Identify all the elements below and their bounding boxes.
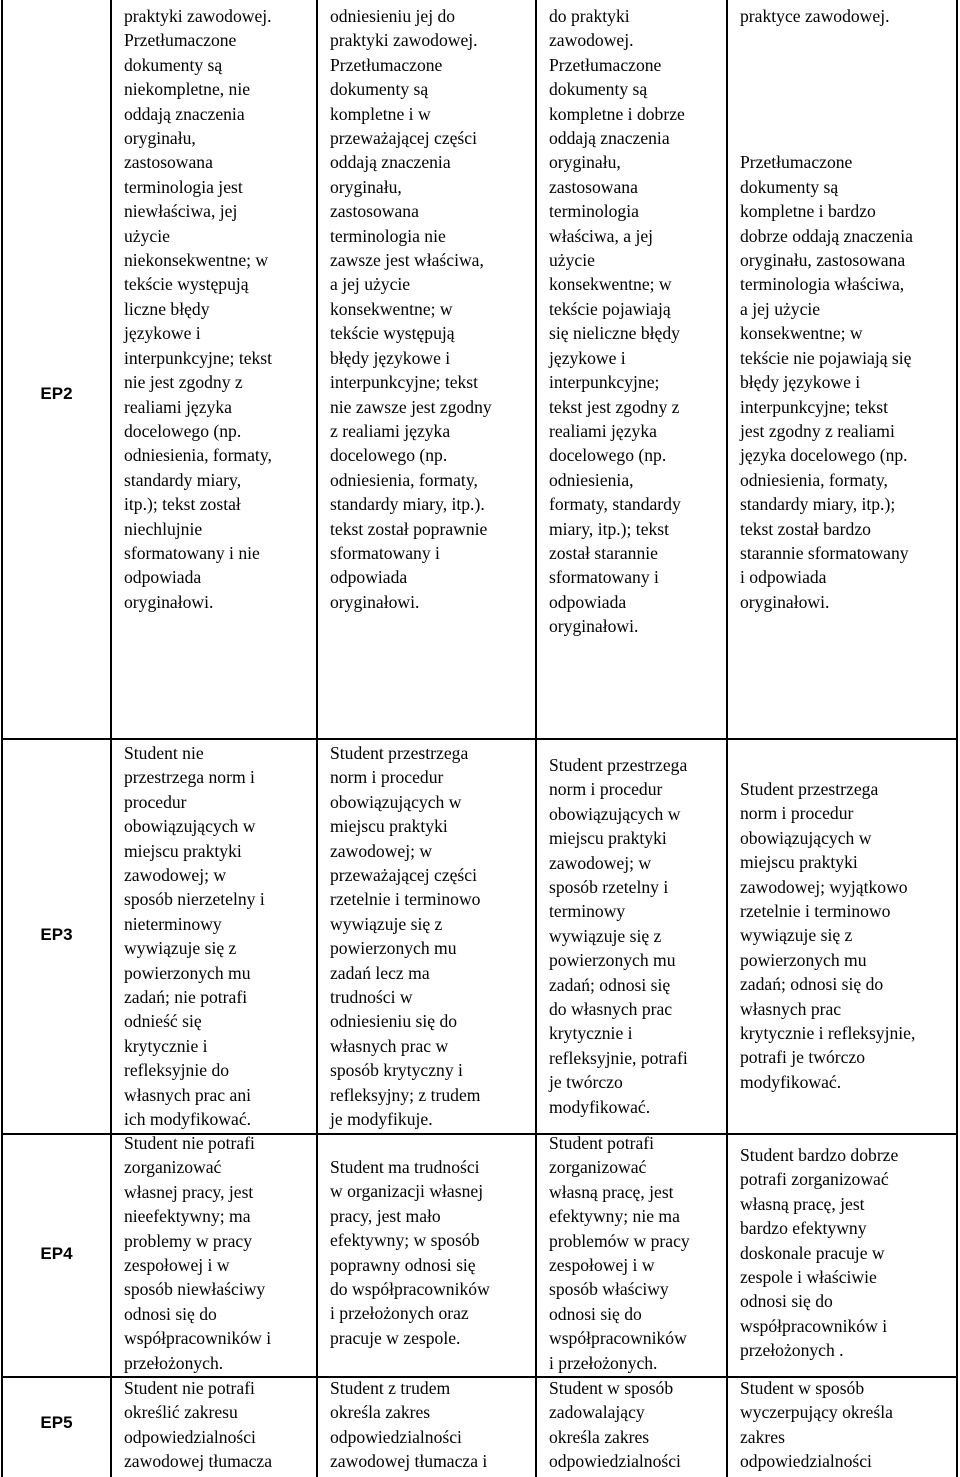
ep4-grade-2-description: Student ma trudności w organizacji własnej pracy, jest mało efektywny; w sposób poprawny odnosi się do współpracowników i przełożonych oraz pracuje w zespole. bbox=[330, 1157, 490, 1348]
row-code-ep4: EP4 bbox=[40, 1244, 73, 1263]
ep5-grade-4-description: Student w sposób wyczerpujący określa zakres odpowiedzialności bbox=[740, 1378, 893, 1472]
ep2-grade-2-description: odniesieniu jej do praktyki zawodowej. Przetłumaczone dokumenty są kompletne i w przeważającej części oddają znaczenia oryginału, zastosowana terminologia nie zawsze jest właściwa, a jej użycie konsekwentne; w tekście występują błędy językowe i interpunkcyjne; tekst nie zawsze jest zgodny z realiami języka docelowego (np. odniesienia, formaty, standardy miary, itp.). tekst został poprawnie sformatowany i odpowiada oryginałowi. bbox=[330, 6, 492, 612]
row-code-ep2: EP2 bbox=[40, 384, 73, 403]
ep2-grade-1-description: praktyki zawodowej. Przetłumaczone dokumenty są niekompletne, nie oddają znaczenia oryginału, zastosowana terminologia jest niewłaściwa, jej użycie niekonsekwentne; w tekście występują liczne błędy językowe i interpunkcyjne; tekst nie jest zgodny z realiami języka docelowego (np. odniesienia, formaty, standardy miary, itp.); tekst został niechlujnie sformatowany i nie odpowiada oryginałowi. bbox=[124, 6, 273, 612]
ep2-grade-3-description: do praktyki zawodowej. Przetłumaczone dokumenty są kompletne i dobrze oddają znaczenia oryginału, zastosowana terminologia właściwa, a jej użycie konsekwentne; w tekście pojawiają się nieliczne błędy językowe i interpunkcyjne; tekst jest zgodny z realiami języka docelowego (np. odniesienia, formaty, standardy miary, itp.); tekst został starannie sformatowany i odpowiada oryginałowi. bbox=[549, 6, 685, 637]
ep3-grade-3-description: Student przestrzega norm i procedur obowiązujących w miejscu praktyki zawodowej; w sposób rzetelny i terminowy wywiązuje się z powierzonych mu zadań; odnosi się do własnych prac krytycznie i refleksyjnie, potrafi je twórczo modyfikować. bbox=[549, 755, 688, 1117]
row-divider-ep2-ep3 bbox=[1, 738, 958, 740]
ep3-grade-2-description: Student przestrzega norm i procedur obowiązujących w miejscu praktyki zawodowej; w przeważającej części rzetelnie i terminowo wywiązuje się z powierzonych mu zadań lecz ma trudności w odniesieniu się do własnych prac w sposób krytyczny i refleksyjny; z trudem je modyfikuje. bbox=[330, 743, 481, 1130]
row-code-ep5: EP5 bbox=[40, 1413, 73, 1432]
row-code-ep3: EP3 bbox=[40, 925, 73, 944]
ep5-grade-2-description: Student z trudem określa zakres odpowiedzialności zawodowej tłumacza i bbox=[330, 1378, 488, 1472]
ep3-grade-4-description: Student przestrzega norm i procedur obowiązujących w miejscu praktyki zawodowej; wyjątkowo rzetelnie i terminowo wywiązuje się z powierzonych mu zadań; odnosi się do własnych prac krytycznie i refleksyjnie, potrafi je twórczo modyfikować. bbox=[740, 779, 916, 1092]
ep5-grade-1-description: Student nie potrafi określić zakresu odpowiedzialności zawodowej tłumacza bbox=[124, 1378, 273, 1472]
ep4-grade-4-description: Student bardzo dobrze potrafi zorganizować własną pracę, jest bardzo efektywny doskonale pracuje w zespole i właściwie odnosi się do współpracowników i przełożonych . bbox=[740, 1145, 899, 1361]
ep4-grade-1-description: Student nie potrafi zorganizować własnej pracy, jest nieefektywny; ma problemy w pracy zespołowej i w sposób niewłaściwy odnosi się do współpracowników i przełożonych. bbox=[124, 1133, 272, 1373]
ep5-grade-3-description: Student w sposób zadowalający określa zakres odpowiedzialności bbox=[549, 1378, 681, 1472]
ep3-grade-1-description: Student nie przestrzega norm i procedur obowiązujących w miejscu praktyki zawodowej; w sposób nierzetelny i nieterminowy wywiązuje się z powierzonych mu zadań; nie potrafi odnieść się krytycznie i refleksyjnie do własnych prac ani ich modyfikować. bbox=[124, 743, 265, 1130]
ep4-grade-3-description: Student potrafi zorganizować własną pracę, jest efektywny; nie ma problemów w pracy zespołowej i w sposób właściwy odnosi się do współpracowników i przełożonych. bbox=[549, 1133, 690, 1373]
ep2-grade-4-description: praktyce zawodowej. Przetłumaczone dokumenty są kompletne i bardzo dobrze oddają znaczenia oryginału, zastosowana terminologia właściwa, a jej użycie konsekwentne; w tekście nie pojawiają się błędy językowe i interpunkcyjne; tekst jest zgodny z realiami języka docelowego (np. odniesienia, formaty, standardy miary, itp.); tekst został bardzo starannie sformatowany i odpowiada oryginałowi. bbox=[740, 6, 913, 612]
